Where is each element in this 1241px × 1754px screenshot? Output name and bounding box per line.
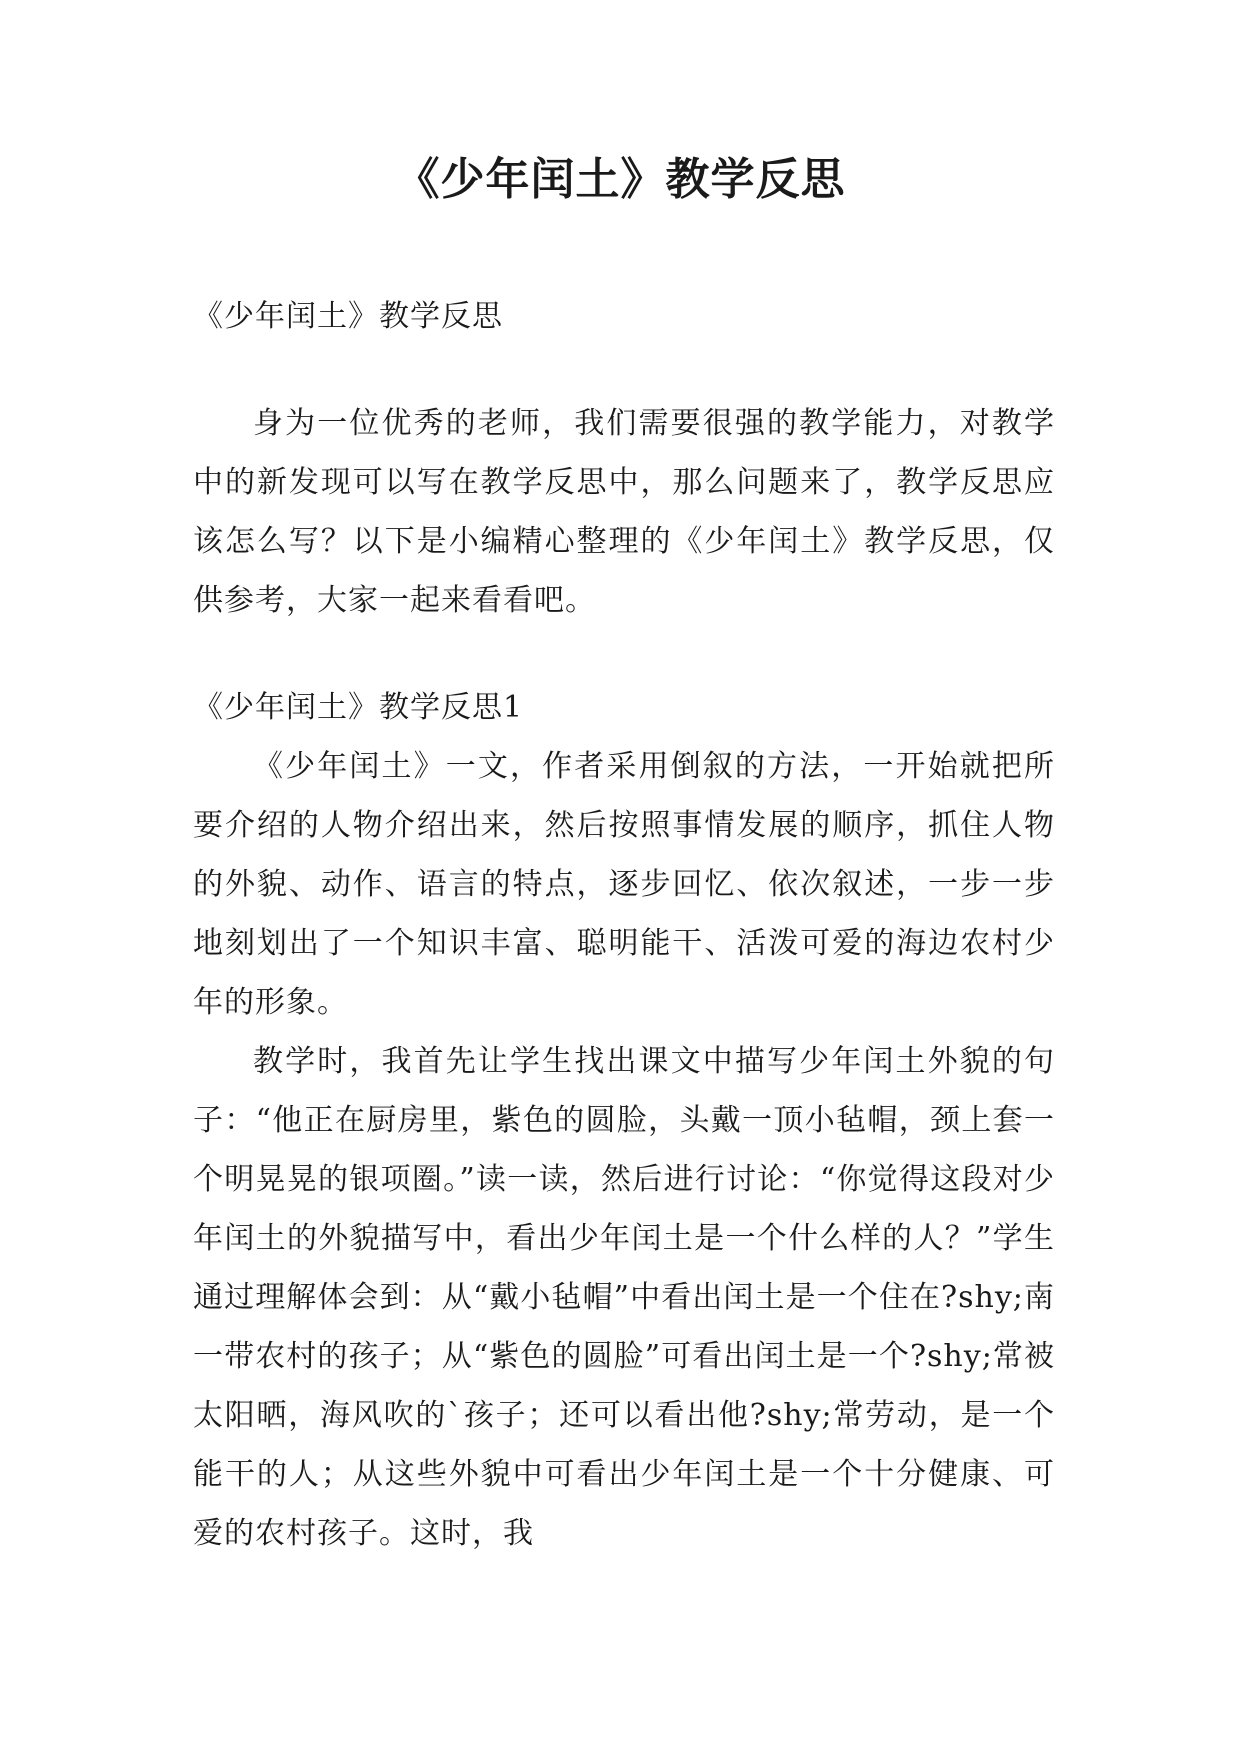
body-paragraph: 教学时，我首先让学生找出课文中描写少年闰土外貌的句子：“他正在厨房里，紫色的圆脸，头戴一顶小毡帽，颈上套一个明晃晃的银项圈。”读一读，然后进行讨论：“你觉得这段对少年闰土的外貌描写中，看出少年闰土是一个什么样的人？”学生通过理解体会到：从“戴小毡帽”中看出闰土是一个住在?shy;南一带农村的孩子；从“紫色的圆脸”可看出闰土是一个?shy;常被太阳晒，海风吹的`孩子；还可以看出他?shy;常劳动，是一个能干的人；从这些外貌中可看出少年闰土是一个十分健康、可爱的农村孩子。这时，我 <box>193 1044 1055 1551</box>
intro-paragraph: 身为一位优秀的老师，我们需要很强的教学能力，对教学中的新发现可以写在教学反思中，那么问题来了，教学反思应该怎么写？以下是小编精心整理的《少年闰土》教学反思，仅供参考，大家一起来看看吧。 <box>193 406 1055 618</box>
body-paragraph: 《少年闰土》一文，作者采用倒叙的方法，一开始就把所要介绍的人物介绍出来，然后按照事情发展的顺序，抓住人物的外貌、动作、语言的特点，逐步回忆、依次叙述，一步一步地刻划出了一个知识丰富、聪明能干、活泼可爱的海边农村少年的形象。 <box>193 749 1055 1020</box>
document-title: 《少年闰土》教学反思 <box>395 154 846 205</box>
section-heading: 《少年闰土》教学反思1 <box>193 690 524 725</box>
document-body <box>193 287 1055 1563</box>
document-subtitle: 《少年闰土》教学反思 <box>193 299 503 334</box>
